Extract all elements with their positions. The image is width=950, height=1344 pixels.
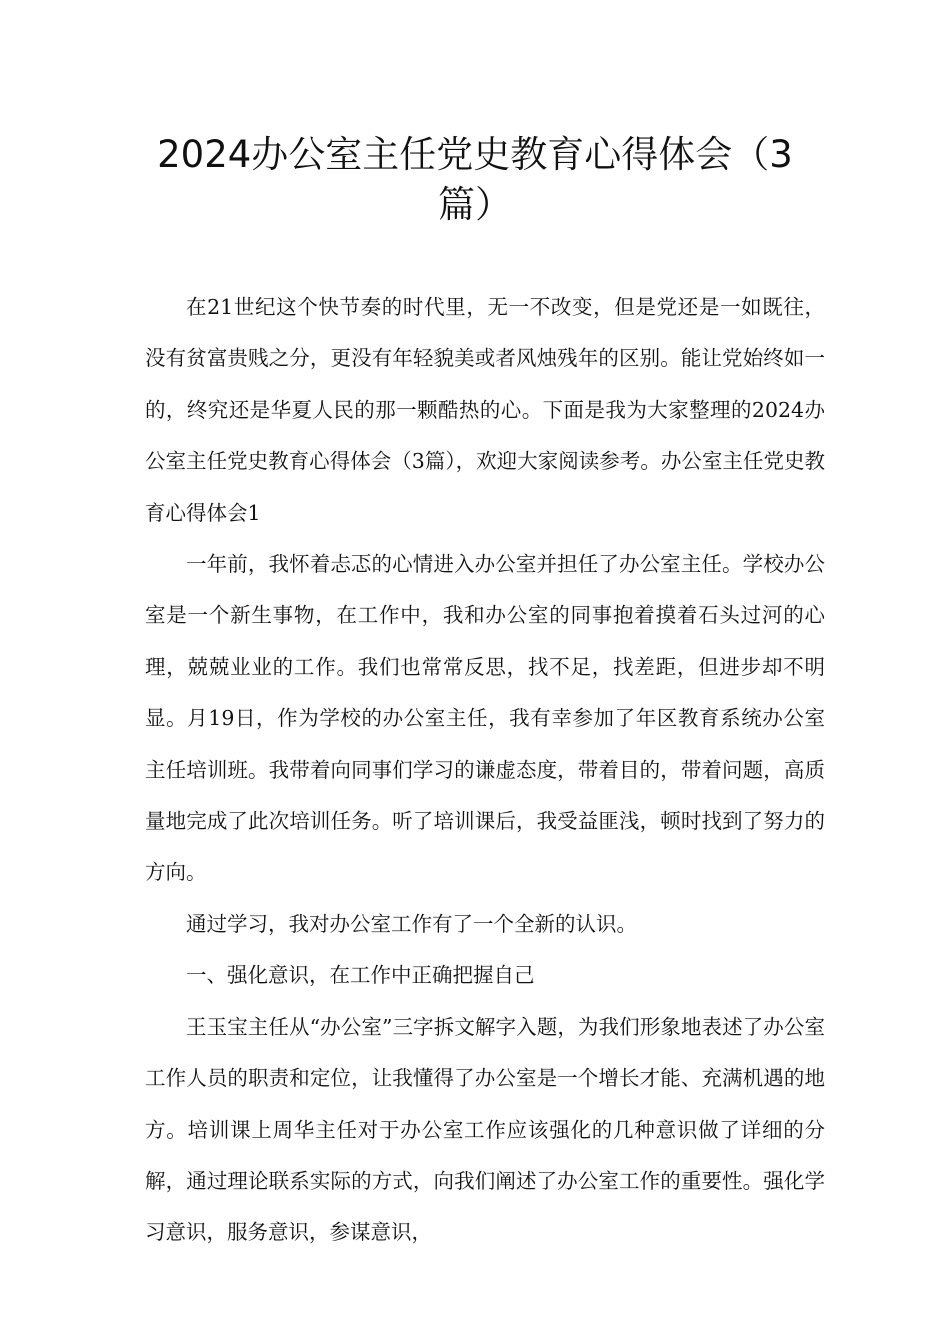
paragraph-new-understanding: 通过学习，我对办公室工作有了一个全新的认识。 [186, 911, 637, 936]
document-body [145, 282, 825, 1259]
paragraph-one-year-ago: 一年前，我怀着忐忑的心情进入办公室并担任了办公室主任。学校办公室是一个新生事物，在工作中，我和办公室的同事抱着摸着石头过河的心理，兢兢业业的工作。我们也常常反思，找不足，找差距，但进步却不明显。月19日，作为学校的办公室主任，我有幸参加了年区教育系统办公室主任培训班。我带着向同事们学习的谦虚态度，带着目的，带着问题，高质量地完成了此次培训任务。听了培训课后，我受益匪浅，顿时找到了努力的方向。 [145, 552, 825, 885]
section-heading-1: 一、强化意识，在工作中正确把握自己 [186, 963, 535, 988]
paragraph-office-duties: 王玉宝主任从“办公室”三字拆文解字入题，为我们形象地表述了办公室工作人员的职责和定位，让我懂得了办公室是一个增长才能、充满机遇的地方。培训课上周华主任对于办公室工作应该强化的几种意识做了详细的分解，通过理论联系实际的方式，向我们阐述了办公室工作的重要性。强化学习意识，服务意识，参谋意识， [145, 1014, 825, 1245]
document-title: 2024办公室主任党史教育心得体会（3篇） [157, 133, 793, 226]
paragraph-intro: 在21世纪这个快节奏的时代里，无一不改变，但是党还是一如既往，没有贫富贵贱之分，更没有年轻貌美或者风烛残年的区别。能让党始终如一的，终究还是华夏人民的那一颗酷热的心。下面是我为大家整理的2024办公室主任党史教育心得体会（3篇），欢迎大家阅读参考。办公室主任党史教育心得体会1 [145, 295, 825, 525]
